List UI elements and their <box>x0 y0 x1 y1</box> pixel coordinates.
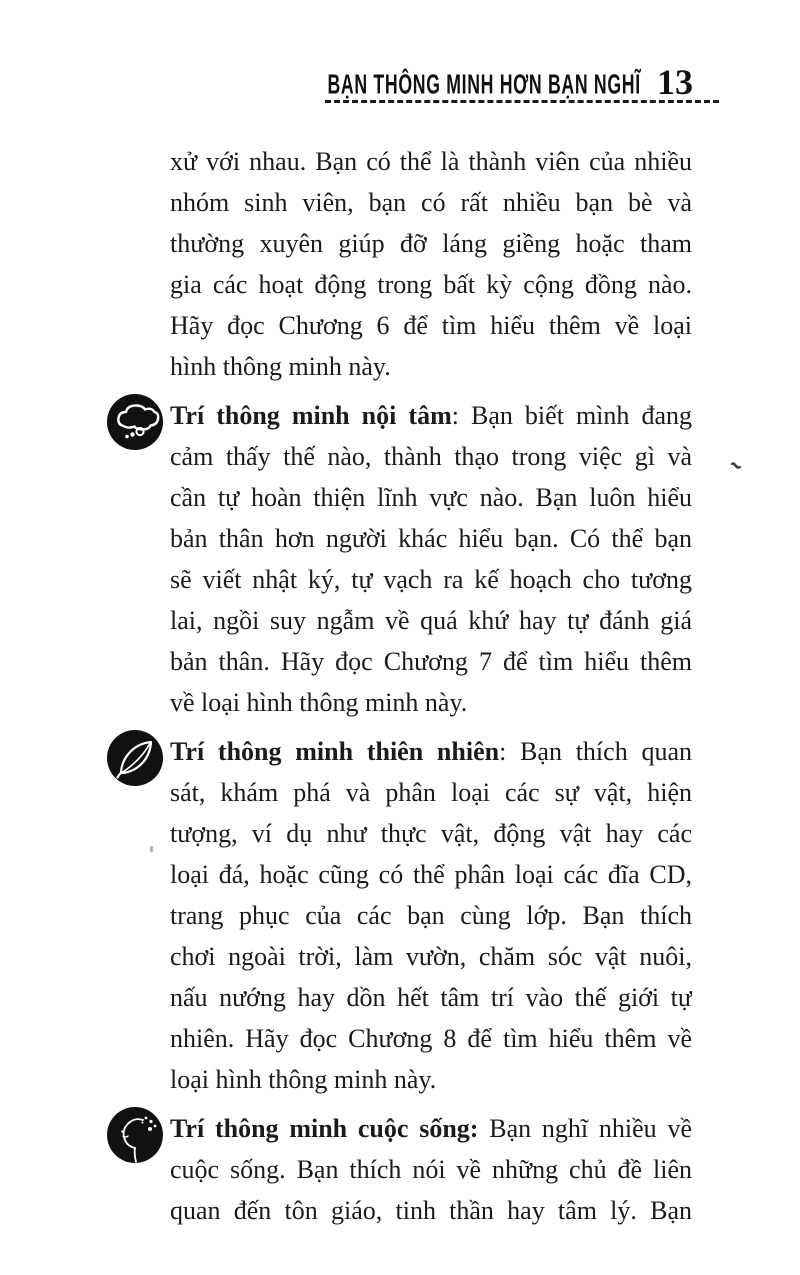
section-heading-bold: Trí thông minh nội tâm <box>170 401 452 430</box>
body-line: loại đá, hoặc cũng có thể phân loại các đĩa CD, <box>170 860 692 889</box>
body-line: gia các hoạt động trong bất kỳ cộng đồng nào. <box>170 270 692 299</box>
person-stars-icon <box>106 1106 164 1164</box>
scan-artifact <box>729 459 743 471</box>
section-cuoc-song <box>170 1108 692 1231</box>
leaf-icon <box>106 729 164 787</box>
body-line: tượng, ví dụ như thực vật, động vật hay các <box>170 819 692 848</box>
body-text-column <box>170 141 692 1231</box>
body-line: nhóm sinh viên, bạn có rất nhiều bạn bè và <box>170 188 692 217</box>
body-line: hình thông minh này. <box>170 352 391 381</box>
body-line: sẽ viết nhật ký, tự vạch ra kế hoạch cho tương <box>170 565 692 594</box>
thought-bubble-icon <box>106 393 164 451</box>
body-line: sát, khám phá và phân loại các sự vật, hiện <box>170 778 692 807</box>
body-line: cảm thấy thế nào, thành thạo trong việc gì và <box>170 442 692 471</box>
running-header-title: BẠN THÔNG MINH HƠN BẠN NGHĨ <box>327 68 641 100</box>
body-line: cần tự hoàn thiện lĩnh vực nào. Bạn luôn hiểu <box>170 483 692 512</box>
body-line: về loại hình thông minh này. <box>170 688 468 717</box>
body-line: xử với nhau. Bạn có thể là thành viên của nhiều <box>170 147 692 176</box>
body-line: lai, ngồi suy ngẫm về quá khứ hay tự đánh giá <box>170 606 692 635</box>
body-line: bản thân hơn người khác hiểu bạn. Có thể bạn <box>170 524 692 553</box>
body-line: nấu nướng hay dồn hết tâm trí vào thế giới tự <box>170 983 692 1012</box>
scan-artifact <box>150 846 153 852</box>
body-line: Hãy đọc Chương 6 để tìm hiểu thêm về loại <box>170 311 692 340</box>
body-line: chơi ngoài trời, làm vườn, chăm sóc vật nuôi, <box>170 942 692 971</box>
body-line: trang phục của các bạn cùng lớp. Bạn thích <box>170 901 692 930</box>
section-heading <box>170 731 692 772</box>
section-heading-rest: : Bạn biết mình đang <box>451 401 692 430</box>
section-heading-rest: : Bạn thích quan <box>499 737 692 766</box>
intro-paragraph <box>170 141 692 387</box>
body-line: loại hình thông minh này. <box>170 1065 437 1094</box>
body-line: thường xuyên giúp đỡ láng giềng hoặc tham <box>170 229 692 258</box>
body-line: bản thân. Hãy đọc Chương 7 để tìm hiểu thêm <box>170 647 692 676</box>
running-header <box>180 64 693 101</box>
body-line: quan đến tôn giáo, tinh thần hay tâm lý. Bạn <box>170 1196 692 1225</box>
body-line: cuộc sống. Bạn thích nói về những chủ đề liên <box>170 1155 692 1184</box>
section-heading <box>170 395 692 436</box>
body-line: nhiên. Hãy đọc Chương 8 để tìm hiểu thêm về <box>170 1024 692 1053</box>
header-dashed-rule <box>325 100 719 103</box>
section-heading-rest: Bạn nghĩ nhiều về <box>478 1114 692 1143</box>
section-noi-tam <box>170 395 692 723</box>
page-number: 13 <box>657 62 693 102</box>
section-heading-bold: Trí thông minh cuộc sống: <box>170 1114 479 1143</box>
section-heading <box>170 1108 692 1149</box>
section-heading-bold: Trí thông minh thiên nhiên <box>170 737 500 766</box>
section-thien-nhien <box>170 731 692 1100</box>
